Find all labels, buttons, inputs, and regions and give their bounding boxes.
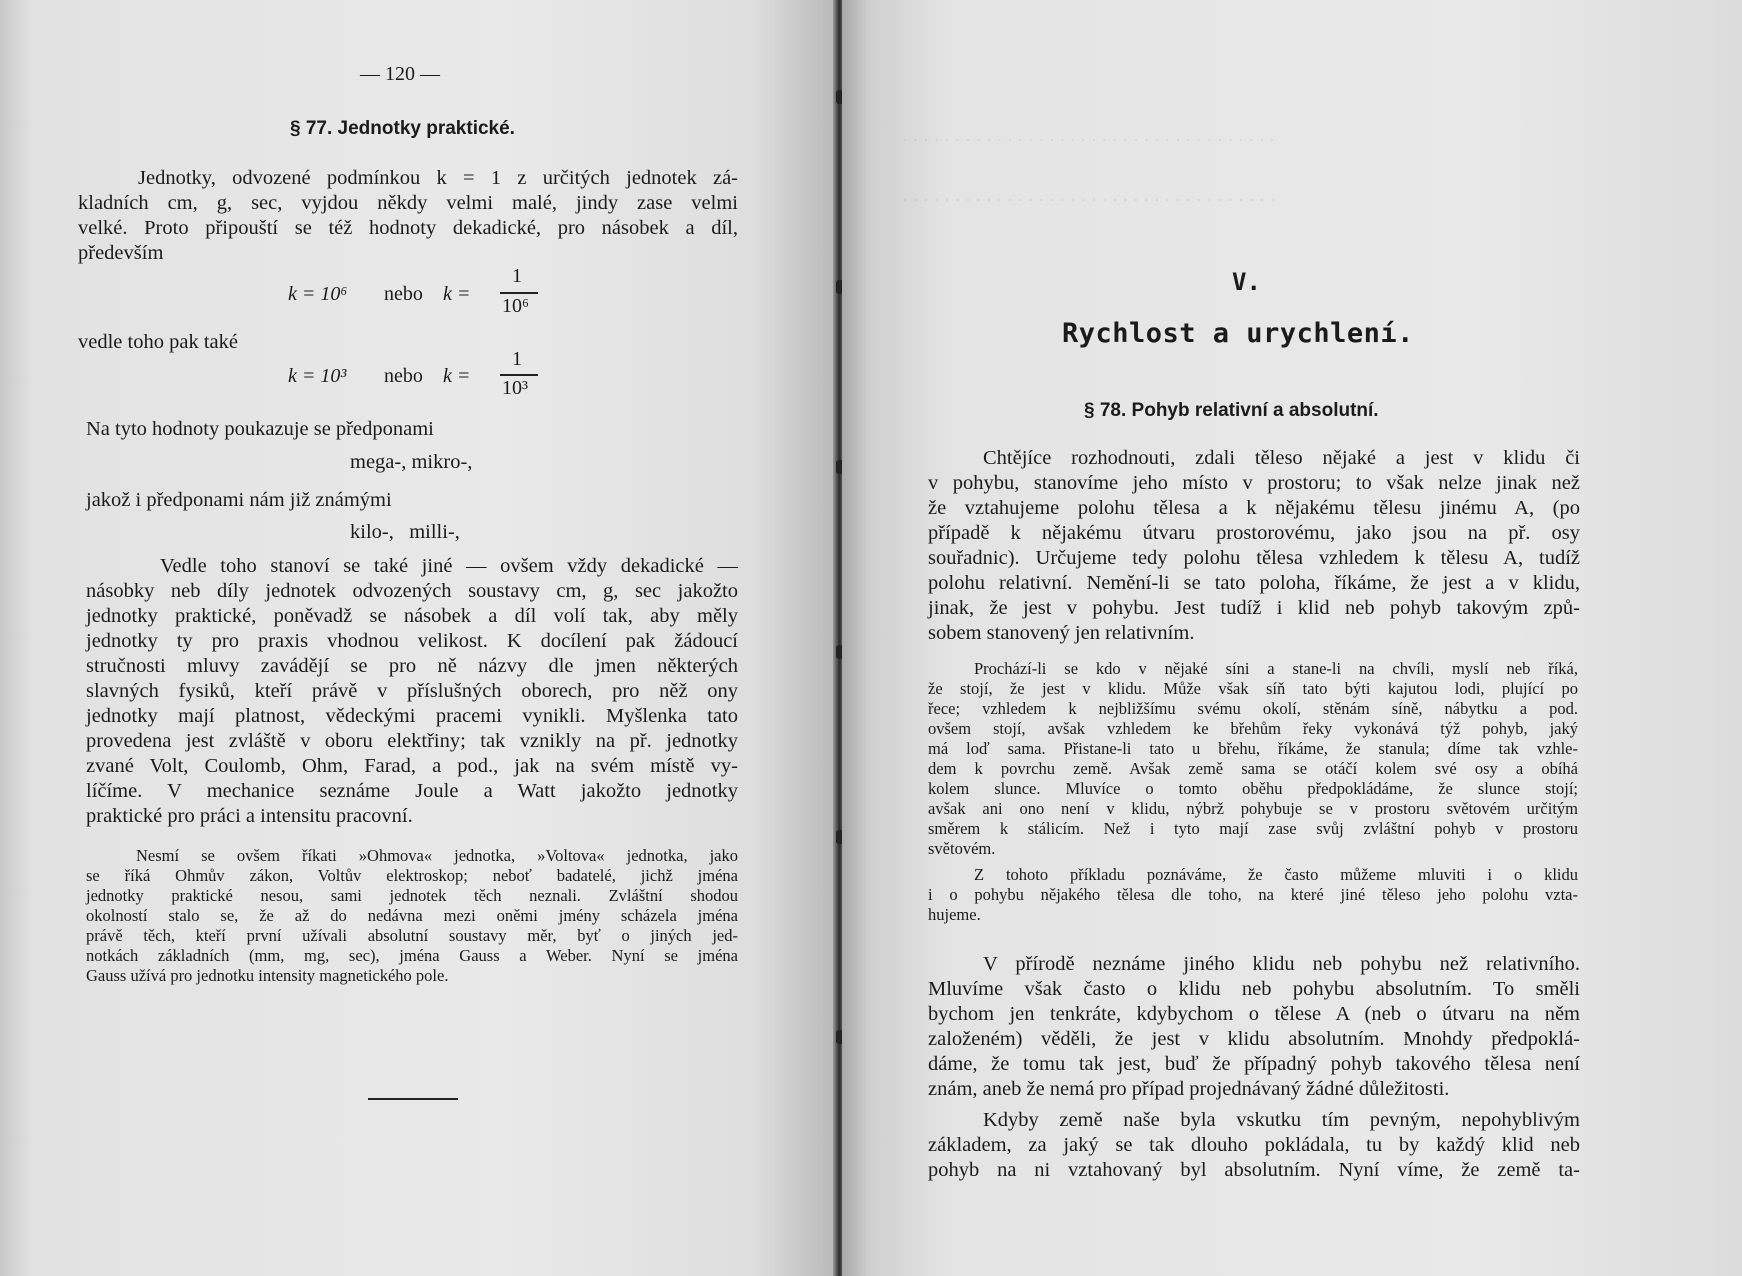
note-line: se říká Ohmův zákon, Voltův elektroskop; neboť badatelé, jichž jména [86,866,738,885]
note-line: kolem slunce. Mluvíce o tomto oběhu předpokládáme, že slunce stojí; [928,779,1578,798]
note-line: hujeme. [928,905,981,924]
note-line: dem k povrchu země. Avšak země sama se otáčí kolem své osy a obíhá [928,759,1578,778]
note-line: Z tohoto příkladu poznáváme, že často můžeme mluviti i o klidu [974,865,1578,884]
text-line: jednotky ty pro praxis vhodnou velikost. K docílení pak žádoucí [86,630,738,652]
note-line: Gauss užívá pro jednotku intensity magnetického pole. [86,966,449,985]
text-line: zvané Volt, Coulomb, Ohm, Farad, a pod., jak na svém místě vy- [86,755,738,777]
note-line: avšak ani ono není v klidu, nýbrž pohybuje se v prostoru světovém určitým [928,799,1578,818]
end-rule [368,1098,458,1100]
note-line: má loď sama. Přistane-li tato u břehu, říkáme, že stanula; díme tak vzhle- [928,739,1578,758]
text-line: bychom jen tenkráte, kdybychom o tělese A (neb o útvaru na něm [928,1003,1580,1025]
text-line: jinak, že jest v pohybu. Jest tudíž i klid neb pohyb takovým způ- [928,597,1580,619]
note-line: notkách základních (mm, mg, sec), jména Gauss a Weber. Nyní se jména [86,946,738,965]
note-line: i o pohybu nějakého tělesa dle toho, na které jiné těleso jeho polohu vzta- [928,885,1578,904]
note-line: Prochází-li se kdo v nějaké síni a stane-li na chvíli, myslí neb říká, [974,659,1578,678]
text-line: sobem stanovený jen relativním. [928,622,1195,644]
prefix-list: kilo-, milli-, [350,521,460,543]
prefix-list: mega-, mikro-, [350,451,473,473]
show-through: · · · · · · · · · · · · · · · · · · · · · · · · · · · · · · · · · · · · [902,190,1276,210]
text-line: slavných fysiků, kteří právě v příslušných oborech, pro něž ony [86,680,738,702]
note-line: směrem k stálicím. Než i tyto mají zase svůj zvláštní pohyb v prostoru [928,819,1578,838]
fraction-numerator: 1 [512,265,522,287]
text-line: jednotky praktické, poněvadž se násobek a díl volí tak, aby měly [86,605,738,627]
text-line: Kdyby země naše byla vskutku tím pevným, nepohyblivým [983,1109,1580,1131]
text-line: v pohybu, stanovíme jeho místo v prostoru; to však nelze jinak než [928,472,1580,494]
page-number: — 120 — [360,63,440,85]
note-line: Nesmí se ovšem říkati »Ohmova« jednotka, »Voltova« jednotka, jako [136,846,738,865]
formula-k: k = [443,283,471,305]
note-line: řece; vzhledem k nejbližšímu svému okolí, stěnám síně, nábytku a pod. [928,699,1578,718]
chapter-number: V. [1232,268,1261,296]
text-line: velké. Proto připouští se též hodnoty dekadické, pro násobek a díl, [78,217,738,239]
text-line: dáme, že tomu tak jest, buď že případný pohyb takového tělesa není [928,1053,1580,1075]
text-line: líčíme. V mechanice seznáme Joule a Watt jakožto jednotky [86,780,738,802]
text-line: násobky neb díly jednotek odvozených soustavy cm, g, sec jakožto [86,580,738,602]
text-line: praktické pro práci a intensitu pracovní. [86,805,413,827]
text-line: souřadnic). Určujeme tedy polohu tělesa vzhledem k tělesu A, tudíž [928,547,1580,569]
show-through: · · · · · · · · · · · · · · · · · · · · · · · · · · · · · · · · · · · · [902,130,1276,150]
formula-separator: nebo [384,365,423,387]
fraction-denominator: 10³ [502,377,528,399]
text-line: založeném) věděli, že jest v klidu absolutním. Mnohdy předpoklá- [928,1028,1580,1050]
note-line: že stojí, že jest v klidu. Může však síň tato býti kajutou lodi, plující po [928,679,1578,698]
text-line: V přírodě neznáme jiného klidu neb pohybu než relativního. [983,953,1580,975]
text-line: především [78,242,164,264]
text-line: jakož i předponami nám již známými [86,489,392,511]
left-page [0,0,838,1276]
chapter-title: Rychlost a urychlení. [1062,318,1414,349]
note-line: právě těch, kteří první užívali absolutní soustavy měr, byť o jiných jed- [86,926,738,945]
note-line: světovém. [928,839,996,858]
fraction-bar [500,292,538,294]
text-line: stručnosti mluvy zavádějí se pro ně názvy dle jmen některých [86,655,738,677]
text-line: polohu relativní. Nemění-li se tato poloha, říkáme, že jest a v klidu, [928,572,1580,594]
formula-k: k = [443,365,471,387]
formula-lhs: k = 10⁶ [288,283,348,305]
text-line: provedena jest zvláště v oboru elektřiny; tak vznikly na př. jednotky [86,730,738,752]
text-line: že vztahujeme polohu tělesa a k nějakému tělesu jinému A, (po [928,497,1580,519]
text-line: kladních cm, g, sec, vyjdou někdy velmi malé, jindy zase velmi [78,192,738,214]
note-line: okolností stalo se, že až do nedávna mezi oněmi jmény scházela jména [86,906,738,925]
section-heading-78: § 78. Pohyb relativní a absolutní. [1084,400,1379,421]
text-line: znám, aneb že nemá pro případ projednávaný žádné důležitosti. [928,1078,1450,1100]
fraction-bar [500,374,538,376]
text-line: Vedle toho stanoví se také jiné — ovšem vždy dekadické — [160,555,738,577]
fraction-numerator: 1 [512,348,522,370]
text-line: jednotky mají platnost, vědeckými pracemi vynikli. Myšlenka tato [86,705,738,727]
fraction-denominator: 10⁶ [502,295,529,317]
text-line: pohyb na ni vztahovaný byl absolutním. Nyní víme, že země ta- [928,1159,1580,1181]
note-line: jednotky praktické nesou, sami jednotek těch neznali. Zvláštní shodou [86,886,738,905]
note-line: ovšem stojí, avšak vzhledem ke břehům řeky vykonává týž pohyb, jaký [928,719,1578,738]
formula-separator: nebo [384,283,423,305]
text-line: základem, za jaký se tak dlouho pokládala, tu by každý klid neb [928,1134,1580,1156]
text-line: Jednotky, odvozené podmínkou k = 1 z určitých jednotek zá- [138,167,738,189]
text-line: vedle toho pak také [78,331,238,353]
text-line: Na tyto hodnoty poukazuje se předponami [86,418,434,440]
text-line: případě k nějakému útvaru prostorovému, jako jsou na př. osy [928,522,1580,544]
section-heading-77: § 77. Jednotky praktické. [290,118,515,139]
text-line: Mluvíme však často o klidu neb pohybu absolutním. To směli [928,978,1580,1000]
text-line: Chtějíce rozhodnouti, zdali těleso nějaké a jest v klidu či [983,447,1580,469]
formula-lhs: k = 10³ [288,365,347,387]
